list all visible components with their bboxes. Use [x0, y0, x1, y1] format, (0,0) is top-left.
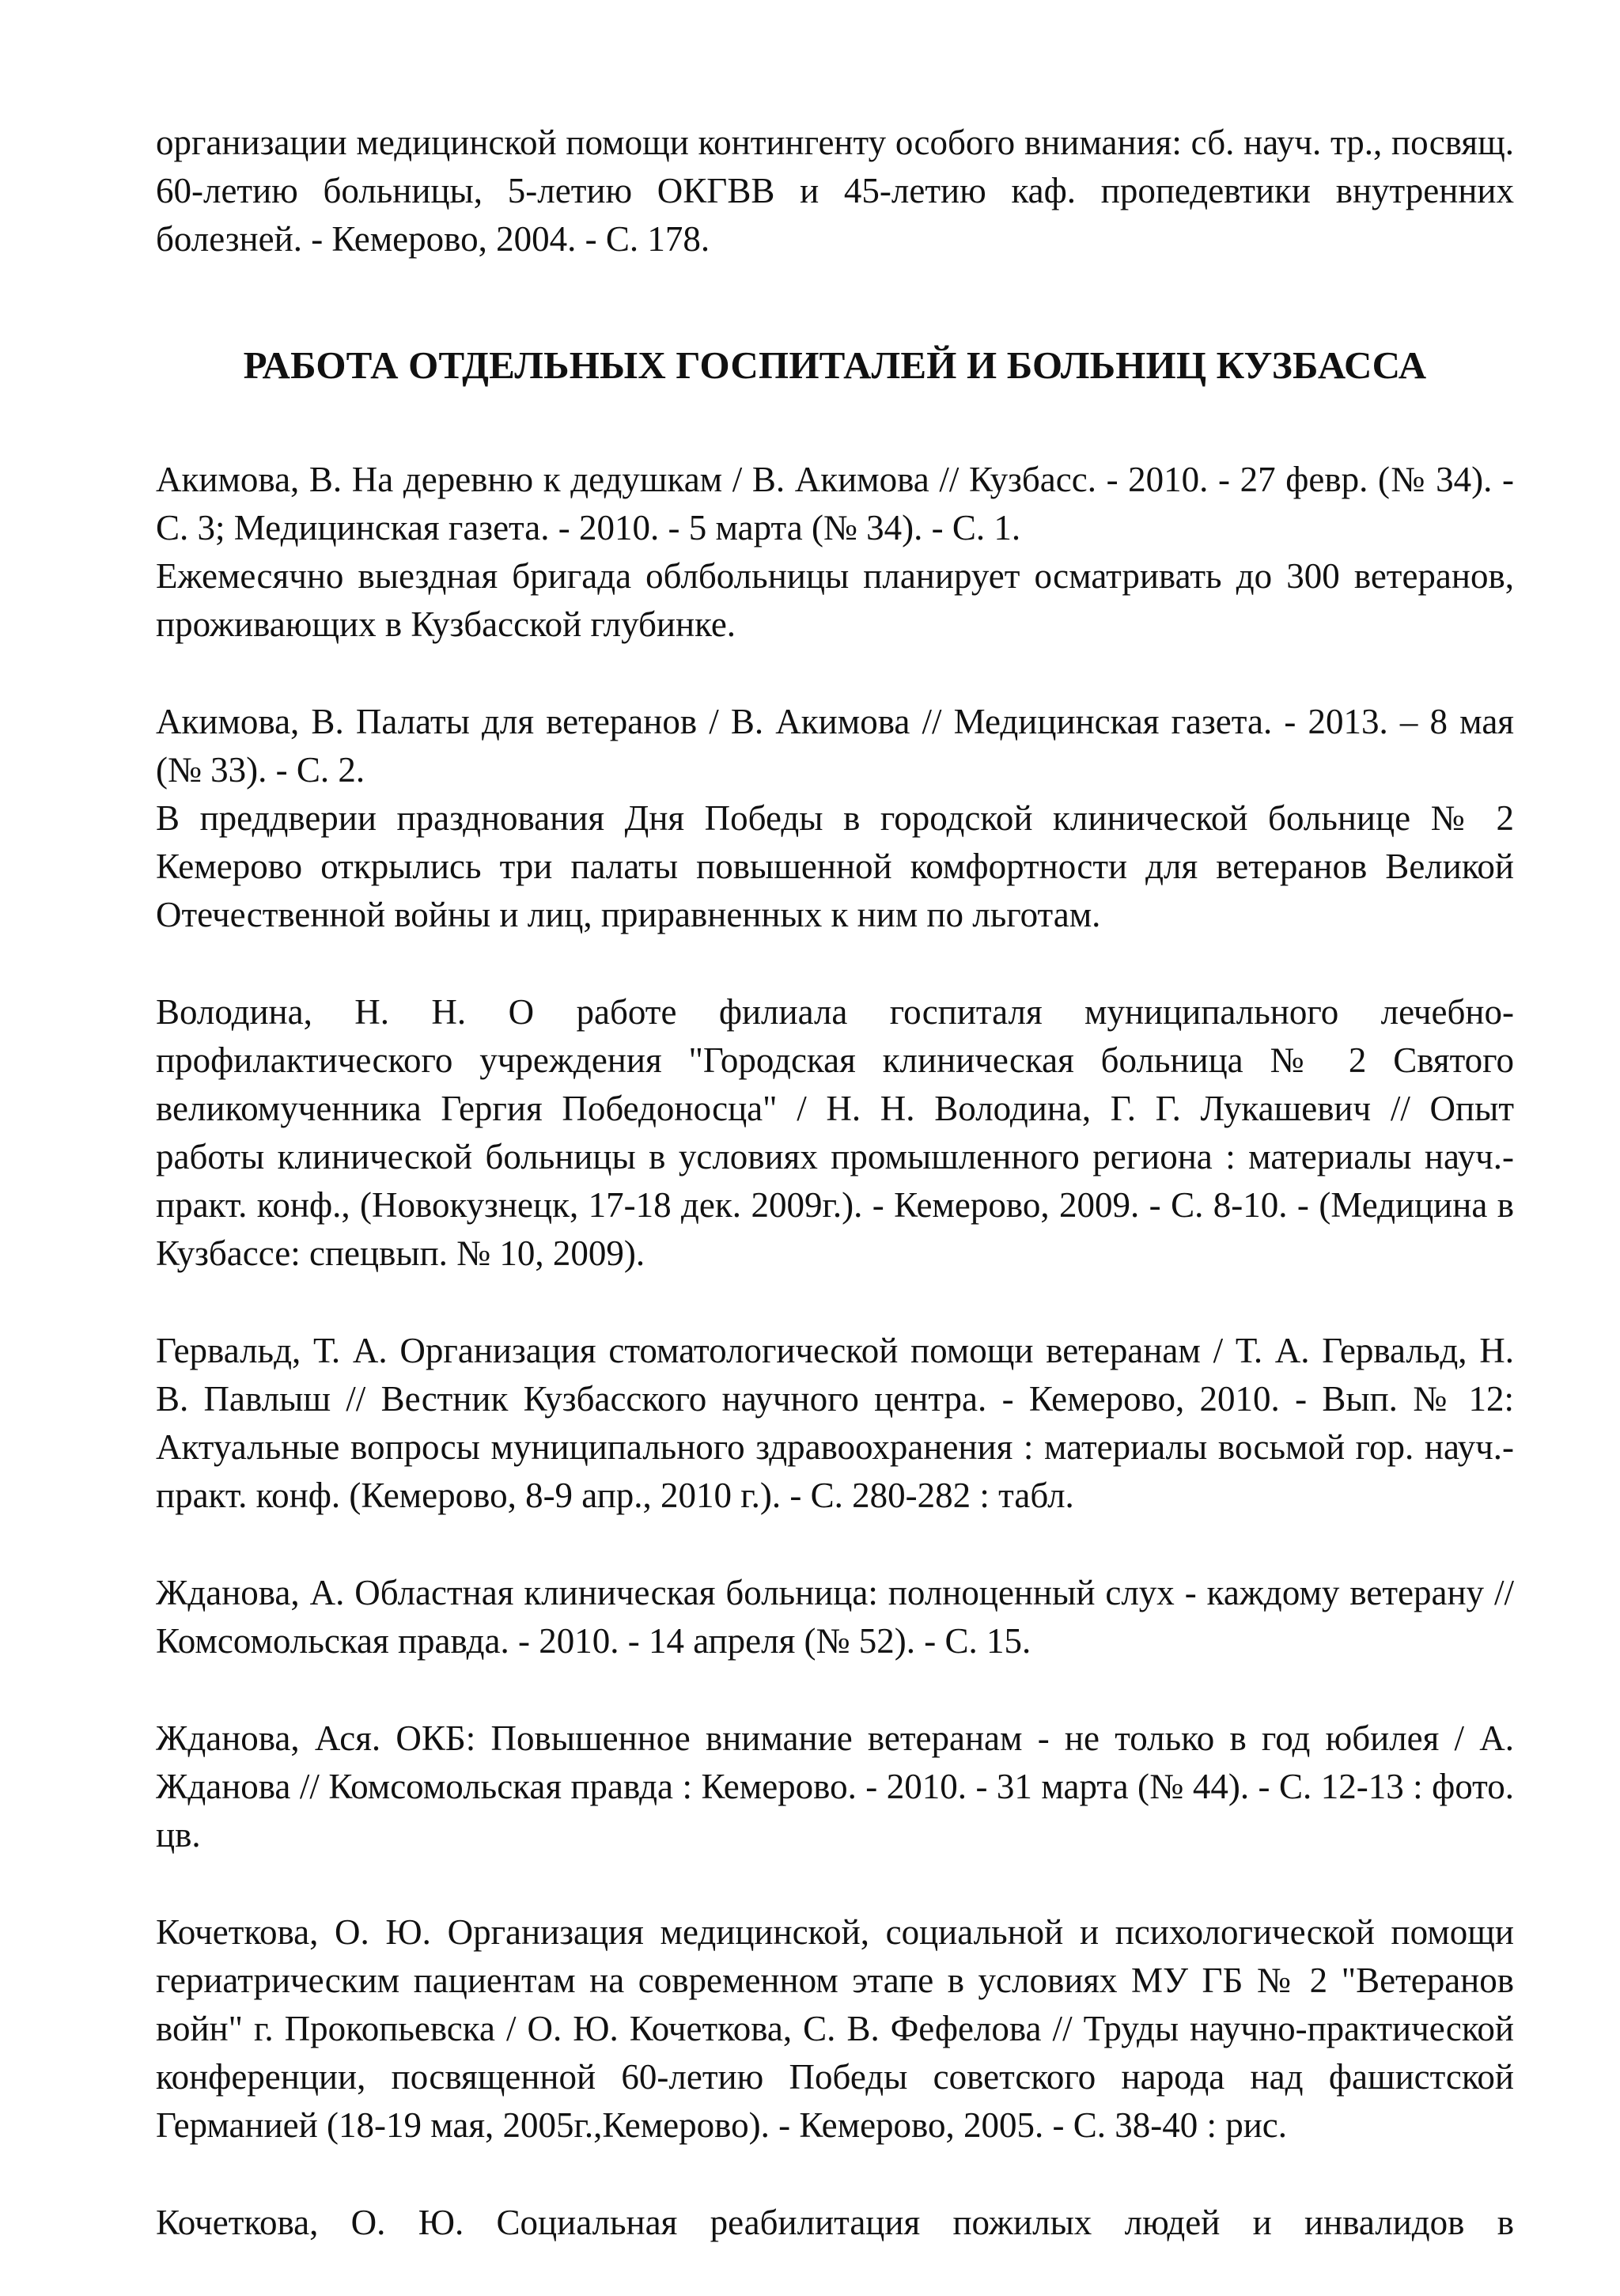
- bibliography-entry-8: [156, 2199, 1514, 2247]
- bibliography-entry-5: [156, 1569, 1514, 1665]
- entry-citation: Кочеткова, О. Ю. Организация медицинской, социальной и психологической помощи гериатрическим пациентам на современном этапе в условиях МУ ГБ № 2 "Ветеранов войн" г. Прокопьевска / О. Ю. Кочеткова, С. В. Фефелова // Труды научно-практической конференции, посвященной 60-летию Победы советского народа над фашистской Германией (18-19 мая, 2005г.,Кемерово). - Кемерово, 2005. - С. 38-40 : рис.: [156, 1912, 1514, 2145]
- section-title: РАБОТА ОТДЕЛЬНЫХ ГОСПИТАЛЕЙ И БОЛЬНИЦ КУЗБАССА: [243, 343, 1427, 387]
- entry-annotation: Ежемесячно выездная бригада облбольницы планирует осматривать до 300 ветеранов, проживающих в Кузбасской глубинке.: [156, 556, 1514, 644]
- entry-citation: Акимова, В. На деревню к дедушкам / В. Акимова // Кузбасс. - 2010. - 27 февр. (№ 34). - С. 3; Медицинская газета. - 2010. - 5 марта (№ 34). - С. 1.: [156, 460, 1514, 547]
- entry-citation: Володина, Н. Н. О работе филиала госпиталя муниципального лечебно-профилактического учреждения "Городская клиническая больница № 2 Святого великомученника Гергия Победоносца" / Н. Н. Володина, Г. Г. Лукашевич // Опыт работы клинической больницы в условиях промышленного региона : материалы науч.-практ. конф., (Новокузнецк, 17-18 дек. 2009г.). - Кемерово, 2009. - С. 8-10. - (Медицина в Кузбассе: спецвып. № 10, 2009).: [156, 992, 1514, 1273]
- document-page: [156, 119, 1514, 2296]
- entry-citation: Жданова, Ася. ОКБ: Повышенное внимание ветеранам - не только в год юбилея / А. Жданова // Комсомольская правда : Кемерово. - 2010. - 31 марта (№ 44). - С. 12-13 : фото. цв.: [156, 1718, 1514, 1855]
- bibliography-entry-2: [156, 698, 1514, 939]
- bibliography-entry-6: [156, 1714, 1514, 1859]
- bibliography-entry-1: [156, 456, 1514, 649]
- entry-citation: Жданова, А. Областная клиническая больница: полноценный слух - каждому ветерану // Комсомольская правда. - 2010. - 14 апреля (№ 52). - С. 15.: [156, 1573, 1514, 1661]
- entry-citation: Кочеткова, О. Ю. Социальная реабилитация пожилых людей и инвалидов в: [156, 2203, 1514, 2242]
- intro-paragraph: организации медицинской помощи контингенту особого внимания: сб. науч. тр., посвящ. 60-летию больницы, 5-летию ОКГВВ и 45-летию каф. пропедевтики внутренних болезней. - Кемерово, 2004. - С. 178.: [156, 123, 1514, 259]
- bibliography-entry-3: [156, 988, 1514, 1278]
- entry-citation: Гервальд, Т. А. Организация стоматологической помощи ветеранам / Т. А. Гервальд, Н. В. Павлыш // Вестник Кузбасского научного центра. - Кемерово, 2010. - Вып. № 12: Актуальные вопросы муниципального здравоохранения : материалы восьмой гор. науч.-практ. конф. (Кемерово, 8-9 апр., 2010 г.). - С. 280-282 : табл.: [156, 1331, 1514, 1515]
- entry-annotation: В преддверии празднования Дня Победы в городской клинической больнице № 2 Кемерово открылись три палаты повышенной комфортности для ветеранов Великой Отечественной войны и лиц, приравненных к ним по льготам.: [156, 798, 1514, 934]
- entry-citation: Акимова, В. Палаты для ветеранов / В. Акимова // Медицинская газета. - 2013. – 8 мая (№ 33). - С. 2.: [156, 702, 1514, 790]
- bibliography-entry-4: [156, 1327, 1514, 1520]
- bibliography-entry-7: [156, 1908, 1514, 2150]
